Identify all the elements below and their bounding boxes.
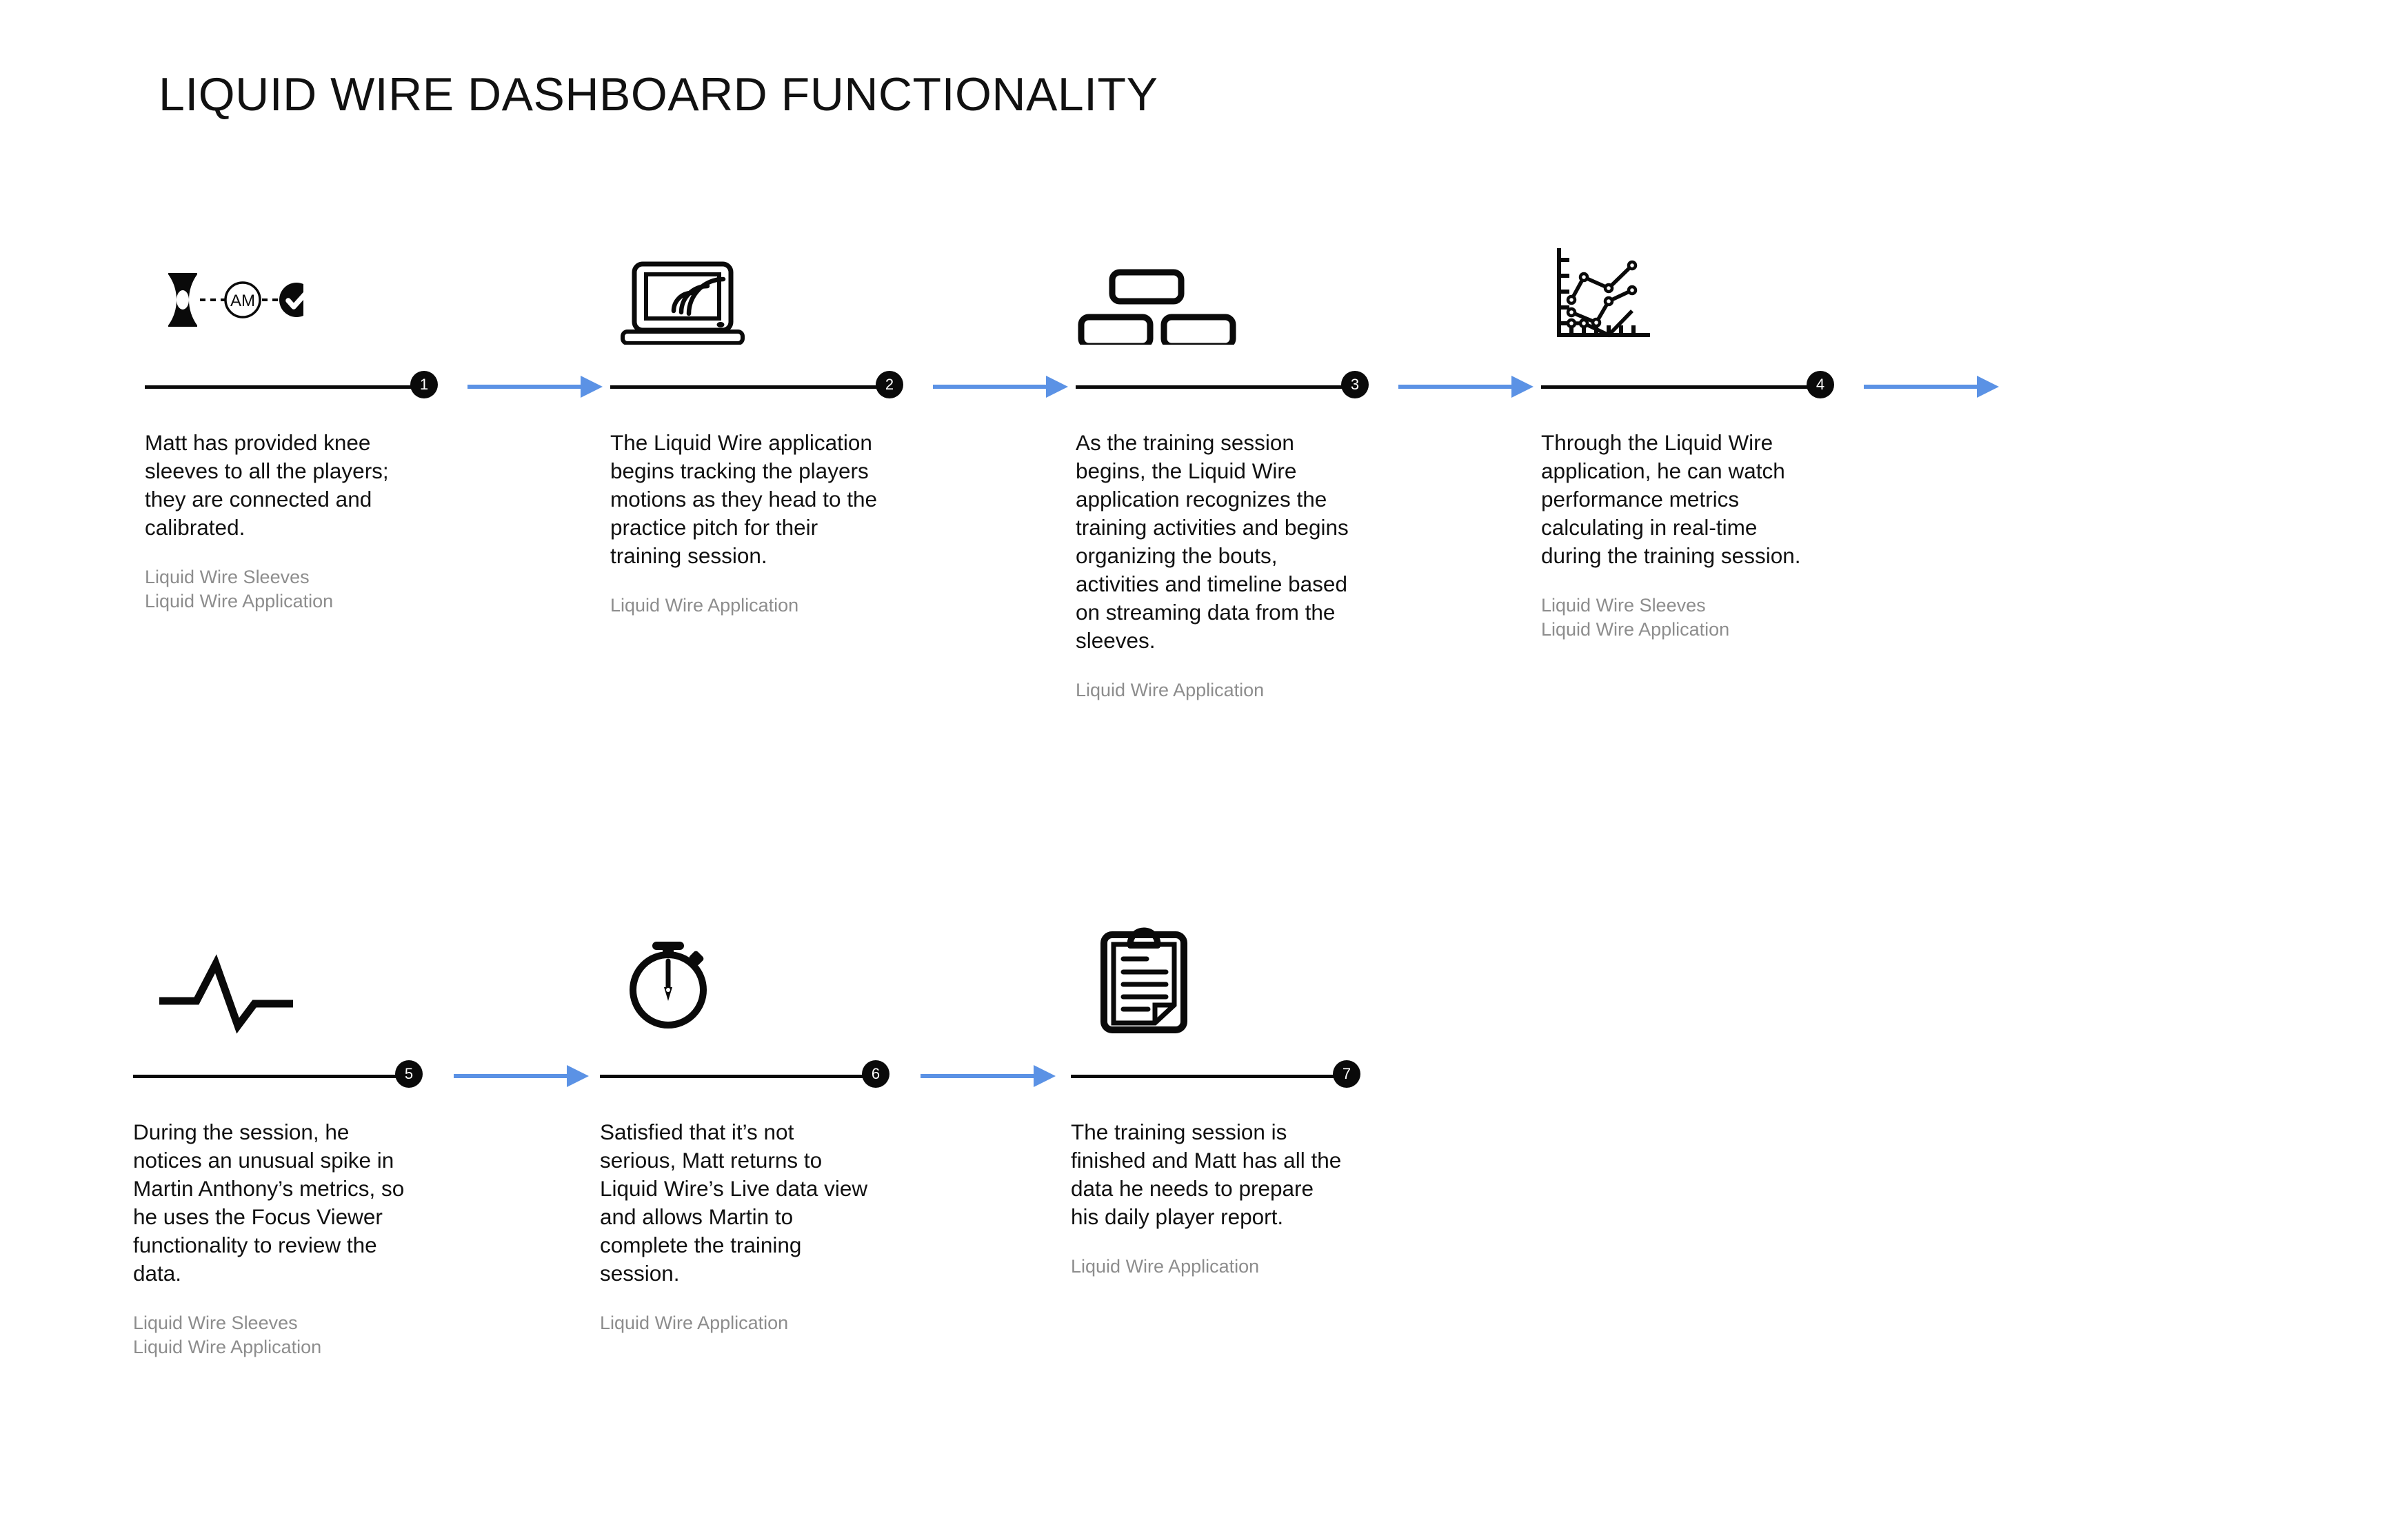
step-marker[interactable]: 1	[410, 371, 438, 398]
step-5-timeline	[133, 1060, 430, 1092]
timeline-track	[1076, 385, 1355, 389]
icon-am-label: AM	[230, 292, 255, 310]
step-marker[interactable]: 6	[862, 1060, 889, 1088]
step-5-tags	[133, 1311, 430, 1359]
timeline-track	[610, 385, 889, 389]
step-4-timeline	[1541, 371, 1838, 403]
page-title: LIQUID WIRE DASHBOARD FUNCTIONALITY	[159, 68, 1158, 121]
step-tag: Liquid Wire Application	[600, 1312, 789, 1333]
step-tag: Liquid Wire Application	[1541, 618, 1730, 640]
timeline-track	[1071, 1075, 1347, 1078]
step-5-body: During the session, he notices an unusual spike in Martin Anthony’s metrics, so he uses the Focus Viewer functionality to review the data.	[133, 1119, 405, 1286]
step-6	[600, 896, 896, 1335]
step-tag: Liquid Wire Application	[133, 1336, 322, 1357]
step-3-body: As the training session begins, the Liquid Wire application recognizes the training activities and begins organizing the bouts, activities and timeline based on streaming data from the sleeves.	[1076, 430, 1349, 653]
step-tag: Liquid Wire Sleeves	[1541, 594, 1706, 616]
timeline-track	[1541, 385, 1820, 389]
step-tag: Liquid Wire Sleeves	[145, 566, 310, 587]
laptop-streaming-icon	[610, 207, 907, 345]
step-5	[133, 896, 430, 1359]
connector-arrow-5-to-6	[454, 1060, 590, 1092]
step-2	[610, 207, 907, 618]
step-4-body: Through the Liquid Wire application, he can watch performance metrics calculating in real-time during the training session.	[1541, 430, 1801, 568]
step-marker[interactable]: 7	[1333, 1060, 1360, 1088]
timeline-track	[133, 1075, 409, 1078]
pulse-spike-icon	[133, 896, 430, 1034]
connector-arrow-2-to-3	[933, 371, 1069, 403]
step-marker[interactable]: 3	[1341, 371, 1369, 398]
step-4	[1541, 207, 1838, 642]
step-2-body: The Liquid Wire application begins tracking the players motions as they head to the practice pitch for their training session.	[610, 430, 877, 568]
connector-arrow-6-to-7	[921, 1060, 1057, 1092]
connector-arrow-3-to-4	[1398, 371, 1535, 403]
step-7-body: The training session is finished and Matt has all the data he needs to prepare his daily player report.	[1071, 1119, 1342, 1229]
step-tag: Liquid Wire Sleeves	[133, 1312, 298, 1333]
line-chart-metrics-icon	[1541, 207, 1838, 345]
step-marker[interactable]: 2	[876, 371, 903, 398]
step-1-timeline	[145, 371, 441, 403]
step-2-tags	[610, 594, 907, 618]
step-6-body: Satisfied that it’s not serious, Matt returns to Liquid Wire’s Live data view and allows Martin to complete the training session.	[600, 1119, 868, 1286]
step-6-tags	[600, 1311, 896, 1335]
timeline-track	[145, 385, 424, 389]
stopwatch-icon	[600, 896, 896, 1034]
step-7-tags	[1071, 1255, 1367, 1279]
connector-arrow-1-to-2	[467, 371, 604, 403]
step-tag: Liquid Wire Application	[610, 594, 799, 616]
organization-blocks-icon	[1076, 207, 1372, 345]
step-1-body: Matt has provided knee sleeves to all the players; they are connected and calibrated.	[145, 430, 389, 540]
step-3-tags	[1076, 678, 1372, 702]
knee-sleeve-connected-calibrated-icon	[145, 207, 441, 345]
step-1-tags	[145, 565, 441, 614]
timeline-track	[600, 1075, 876, 1078]
step-3	[1076, 207, 1372, 702]
step-7	[1071, 896, 1367, 1279]
step-tag: Liquid Wire Application	[1071, 1255, 1260, 1277]
connector-arrow-4-to-5	[1864, 371, 2000, 403]
step-marker[interactable]: 5	[395, 1060, 423, 1088]
step-3-timeline	[1076, 371, 1372, 403]
step-1	[145, 207, 441, 614]
step-tag: Liquid Wire Application	[145, 590, 334, 611]
step-6-timeline	[600, 1060, 896, 1092]
step-2-timeline	[610, 371, 907, 403]
step-tag: Liquid Wire Application	[1076, 679, 1265, 700]
step-7-timeline	[1071, 1060, 1367, 1092]
step-marker[interactable]: 4	[1807, 371, 1834, 398]
clipboard-report-icon	[1071, 896, 1367, 1034]
step-4-tags	[1541, 594, 1838, 642]
